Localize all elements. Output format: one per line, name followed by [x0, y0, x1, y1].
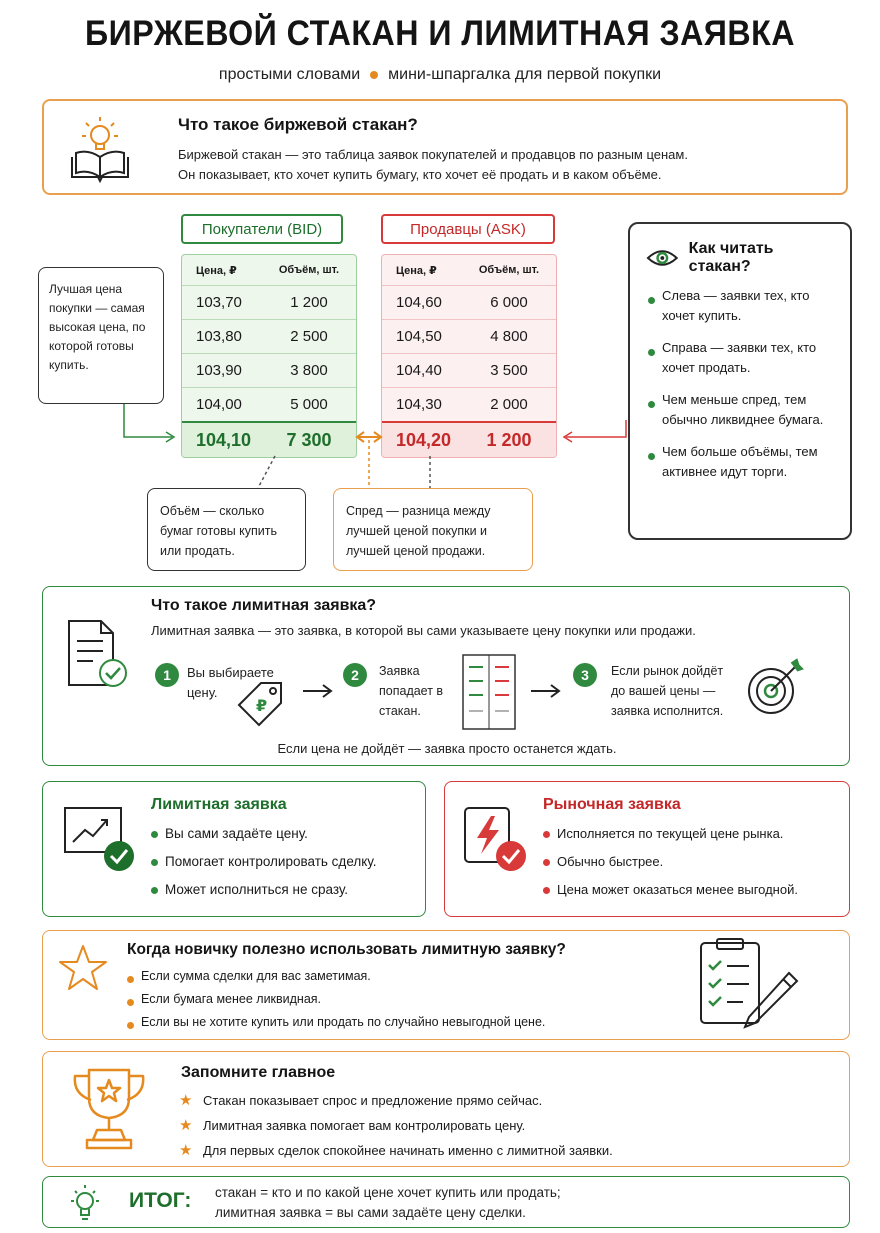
trophy-icon — [67, 1064, 151, 1154]
limit-compare-card — [42, 781, 426, 917]
market-compare-heading: Рыночная заявка — [543, 796, 681, 813]
page-title: БИРЖЕВОЙ СТАКАН И ЛИМИТНАЯ ЗАЯВКА — [85, 14, 795, 53]
when-useful-card — [42, 930, 850, 1040]
subtitle-left: простыми словами — [218, 66, 361, 83]
step-2-text: Заявка попадает в стакан. — [379, 664, 444, 718]
arrow-right-icon — [301, 683, 335, 699]
ask-volume: 2 000 — [490, 396, 528, 413]
chart-check-icon — [61, 804, 139, 876]
step-3-number: 3 — [573, 663, 597, 687]
step-2-number: 2 — [343, 663, 367, 687]
step-3-text: Если рынок дойдёт до вашей цены — заявка исполнится. — [611, 664, 724, 718]
step-1-number: 1 — [155, 663, 179, 687]
list-item: ★ Стакан показывает спрос и предложение прямо сейчас. — [177, 1088, 613, 1113]
bid-volume: 2 500 — [290, 328, 328, 345]
subtitle-right: мини-шпаргалка для первой покупки — [388, 66, 662, 83]
list-item: Цена может оказаться менее выгодной. — [541, 876, 798, 904]
limit-order-card — [42, 586, 850, 766]
ask-volume: 4 800 — [490, 328, 528, 345]
summary-label: ИТОГ: — [129, 1189, 192, 1212]
checklist-pencil-icon — [693, 935, 803, 1035]
arrow-right-icon — [529, 683, 563, 699]
step-1-text: Вы выбираете цену. — [187, 665, 274, 700]
list-item: ★ Лимитная заявка помогает вам контролировать цену. — [177, 1113, 613, 1138]
ask-volume: 6 000 — [490, 294, 528, 311]
bid-best-volume: 7 300 — [286, 429, 332, 450]
bid-price: 103,80 — [196, 328, 242, 345]
limit-compare-heading: Лимитная заявка — [151, 796, 287, 813]
best-price-note-text: Лучшая цена покупки — самая высокая цена, по которой готовы купить. — [49, 282, 146, 372]
remember-card — [42, 1051, 850, 1167]
volume-note — [147, 488, 306, 571]
list-item: Если сумма сделки для вас заметимая. — [125, 965, 545, 988]
list-item: Справа — заявки тех, кто хочет продать. — [646, 338, 834, 378]
document-check-icon — [63, 617, 131, 693]
list-item: Если бумага менее ликвидная. — [125, 988, 545, 1011]
list-item: Слева — заявки тех, кто хочет купить. — [646, 286, 834, 326]
list-item: Может исполниться не сразу. — [149, 876, 376, 904]
limit-order-description: Лимитная заявка — это заявка, в которой вы сами указываете цену покупки или продажи. — [151, 623, 696, 638]
summary-card — [42, 1176, 850, 1228]
limit-order-note: Если цена не дойдёт — заявка просто останется ждать. — [277, 741, 617, 756]
bid-col-volume: Объём, шт. — [278, 264, 340, 276]
summary-line1: стакан = кто и по какой цене хочет купить или продать; — [215, 1185, 561, 1200]
list-item: Помогает контролировать сделку. — [149, 848, 376, 876]
best-price-note — [38, 267, 164, 404]
star-icon — [57, 943, 109, 993]
bid-best-price: 104,10 — [196, 429, 252, 450]
spread-note-text: Спред — разница между лучшей ценой покупки и лучшей ценой продажи. — [346, 504, 491, 558]
list-item: ★ Для первых сделок спокойнее начинать именно с лимитной заявки. — [177, 1138, 613, 1163]
list-item: Чем больше объёмы, тем активнее идут торги. — [646, 442, 834, 482]
list-item: Вы сами задаёте цену. — [149, 820, 376, 848]
bid-price: 103,90 — [196, 362, 242, 379]
price-tag-symbol: ₽ — [256, 696, 268, 715]
how-to-read-heading: Как читать стакан? — [688, 240, 774, 275]
summary-line2: лимитная заявка = вы сами задаёте цену сделки. — [215, 1205, 526, 1220]
bid-price: 103,70 — [196, 294, 242, 311]
ask-price: 104,40 — [396, 362, 442, 379]
eye-icon — [646, 247, 679, 269]
bid-price: 104,00 — [196, 396, 242, 413]
bid-volume: 5 000 — [290, 396, 328, 413]
ask-price: 104,50 — [396, 328, 442, 345]
ask-label: Продавцы (ASK) — [381, 214, 555, 244]
bid-volume: 1 200 — [290, 294, 328, 311]
list-item: Если вы не хотите купить или продать по случайно невыгодной цене. — [125, 1011, 545, 1034]
ask-best-volume: 1 200 — [486, 429, 532, 450]
ask-volume: 3 500 — [490, 362, 528, 379]
ask-price: 104,60 — [396, 294, 442, 311]
what-is-book-heading: Что такое биржевой стакан? — [178, 115, 418, 134]
volume-note-text: Объём — сколько бумаг готовы купить или продать. — [160, 504, 278, 558]
remember-heading: Запомните главное — [181, 1064, 336, 1081]
lightbulb-icon — [63, 1181, 107, 1225]
bid-label: Покупатели (BID) — [181, 214, 343, 244]
lightning-check-icon — [459, 804, 531, 876]
price-tag-icon — [235, 679, 287, 727]
ask-col-price: Цена, ₽ — [396, 264, 437, 277]
limit-order-heading: Что такое лимитная заявка? — [151, 597, 377, 614]
bid-volume: 3 800 — [290, 362, 328, 379]
list-item: Обычно быстрее. — [541, 848, 798, 876]
list-item: Исполняется по текущей цене рынка. — [541, 820, 798, 848]
list-item: Чем меньше спред, тем обычно ликвиднее бумага. — [646, 390, 834, 430]
ask-best-price: 104,20 — [396, 429, 452, 450]
what-is-book-line2: Он показывает, кто хочет купить бумагу, кто хочет её продать и в каком объёме. — [178, 167, 662, 182]
bid-col-price: Цена, ₽ — [196, 264, 237, 277]
ask-price: 104,30 — [396, 396, 442, 413]
market-compare-card — [444, 781, 850, 917]
target-icon — [743, 655, 807, 719]
ask-col-volume: Объём, шт. — [478, 264, 540, 276]
spread-note — [333, 488, 533, 571]
order-book-mini-icon — [461, 653, 517, 731]
when-useful-heading: Когда новичку полезно использовать лимитную заявку? — [127, 941, 566, 958]
how-to-read-card — [628, 222, 852, 540]
what-is-book-line1: Биржевой стакан — это таблица заявок покупателей и продавцов по разным ценам. — [178, 147, 688, 162]
